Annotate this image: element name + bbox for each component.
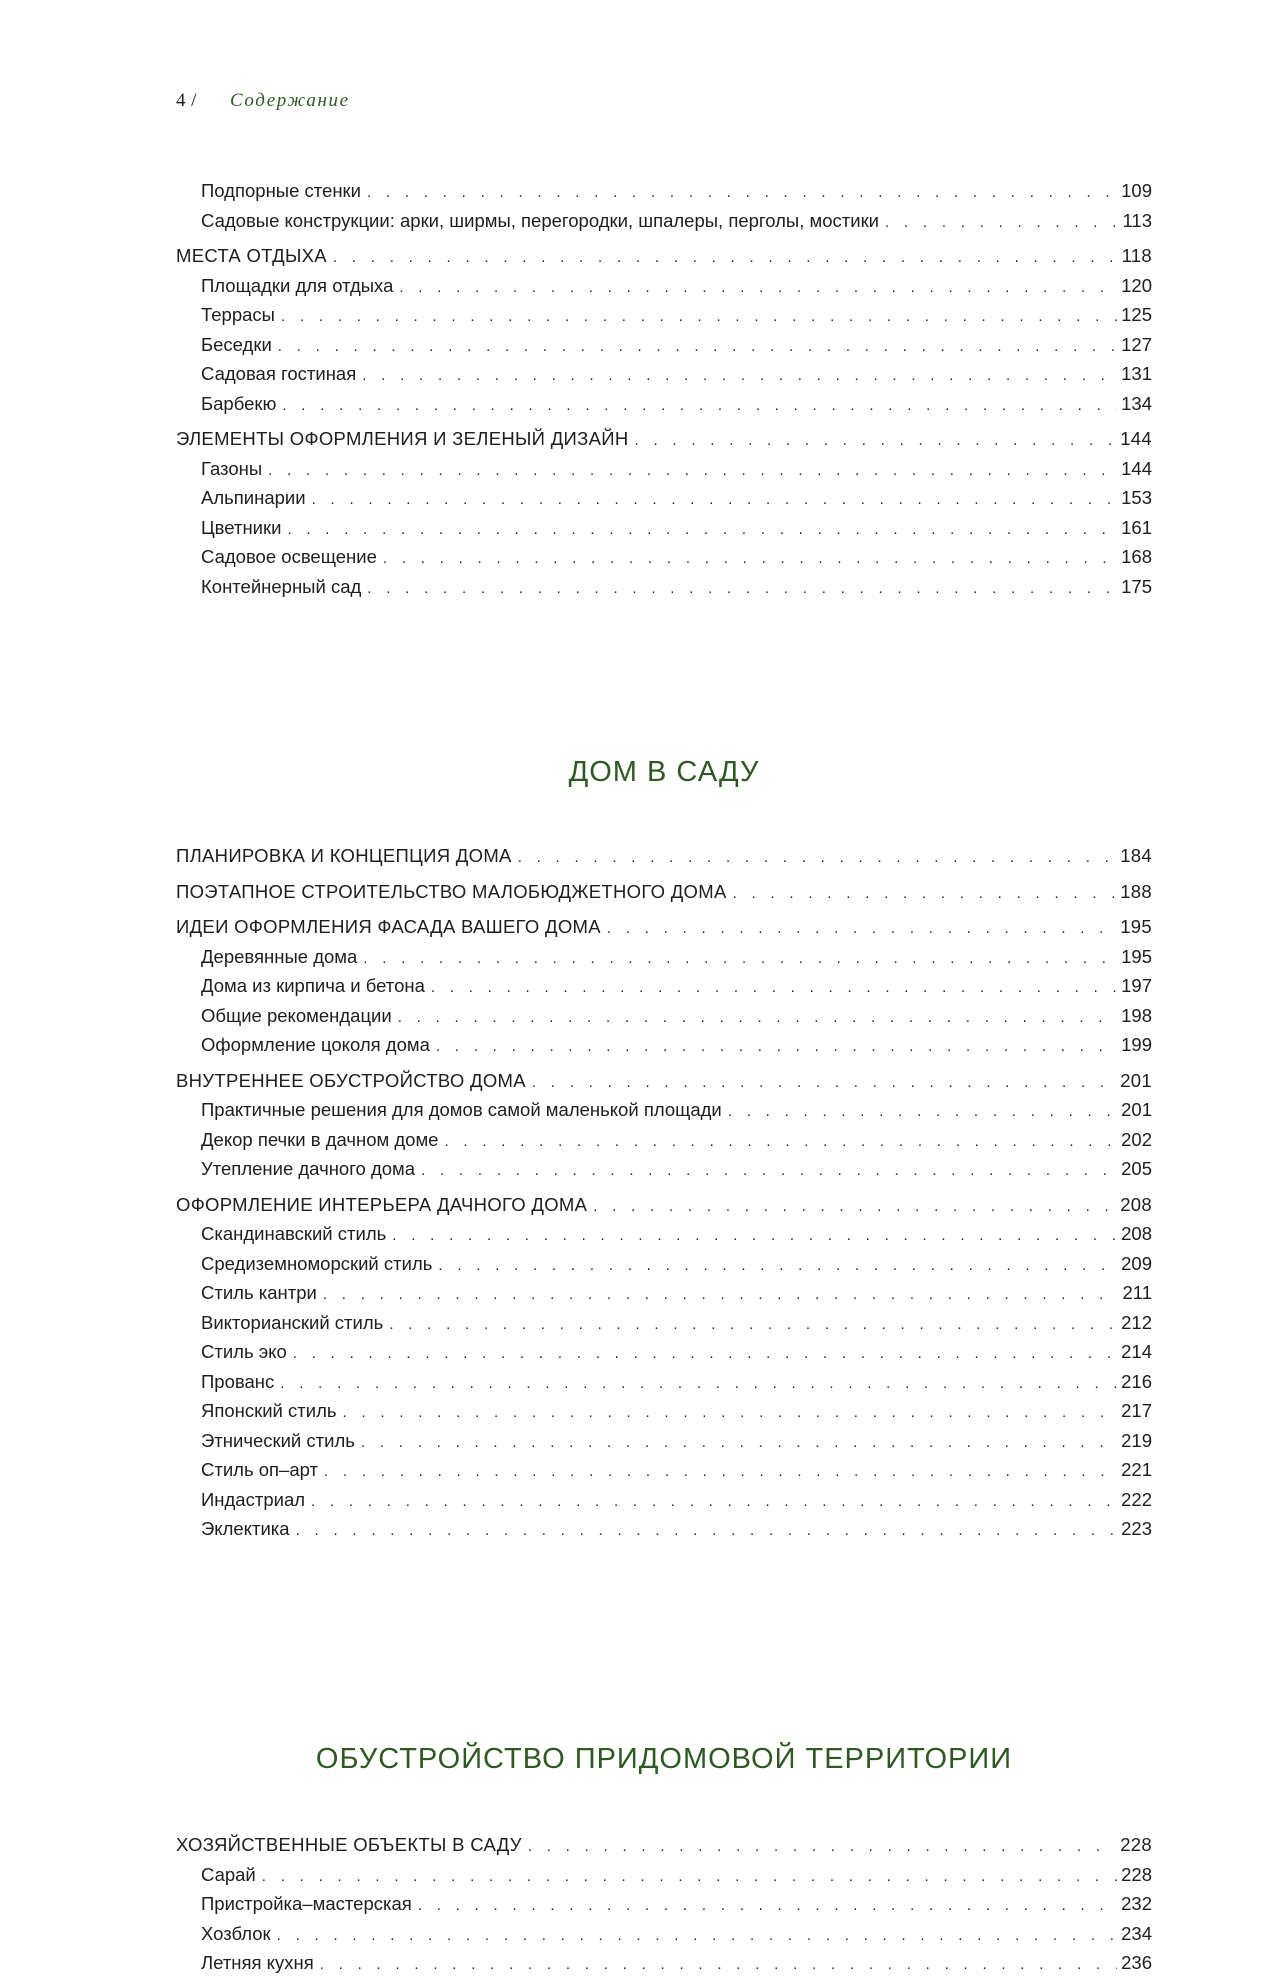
toc-entry-page: 216 <box>1121 1370 1152 1392</box>
dot-leader <box>392 1222 1117 1250</box>
toc-entry-title: Средиземноморский стиль <box>201 1252 433 1274</box>
dot-leader <box>343 1399 1118 1427</box>
dot-leader <box>728 1098 1117 1126</box>
toc-entry <box>176 301 1152 331</box>
dot-leader <box>436 1033 1117 1061</box>
dot-leader <box>296 1517 1118 1545</box>
toc-entry-title: Садовая гостиная <box>201 363 357 384</box>
dot-leader <box>438 1252 1117 1280</box>
toc-entry <box>176 1861 1152 1891</box>
toc-entry-page: 212 <box>1121 1311 1152 1333</box>
dot-leader <box>383 545 1117 573</box>
dot-leader <box>363 945 1117 973</box>
toc-entry-page: 223 <box>1121 1518 1152 1539</box>
dot-leader <box>367 575 1117 603</box>
dot-leader <box>518 844 1117 872</box>
toc-entry-page: 232 <box>1121 1893 1152 1914</box>
toc-entry-title: Стиль кантри <box>201 1282 317 1303</box>
toc-entry <box>176 1338 1152 1368</box>
toc-entry-page: 236 <box>1121 1952 1152 1973</box>
toc-entry-page: 202 <box>1121 1128 1152 1150</box>
toc-entry <box>176 331 1152 361</box>
toc-entry-page: 195 <box>1121 945 1152 967</box>
toc-entry-title: ЭЛЕМЕНТЫ ОФОРМЛЕНИЯ И ЗЕЛЕНЫЙ ДИЗАЙН <box>176 428 629 449</box>
toc-entry <box>176 543 1152 573</box>
toc-entry <box>176 272 1152 302</box>
dot-leader <box>635 427 1117 455</box>
toc-entry-title: Цветники <box>201 516 282 538</box>
dot-leader <box>262 1863 1117 1891</box>
toc-entry-title: Общие рекомендации <box>201 1004 392 1026</box>
toc-entry-page: 127 <box>1121 333 1152 355</box>
dot-leader <box>362 362 1117 390</box>
dot-leader <box>528 1833 1116 1861</box>
dot-leader <box>281 303 1117 331</box>
toc-entry <box>176 484 1152 514</box>
toc-entry <box>176 1949 1152 1979</box>
toc-chapter-entry <box>176 1191 1152 1221</box>
dot-leader <box>324 1458 1117 1486</box>
dot-leader <box>277 1922 1117 1950</box>
toc-entry-title: Утепление дачного дома <box>201 1158 416 1179</box>
toc-entry-title: МЕСТА ОТДЫХА <box>176 245 327 266</box>
toc-entry <box>176 514 1152 544</box>
dot-leader <box>287 516 1117 544</box>
dot-leader <box>593 1193 1116 1221</box>
toc-entry-title: Этнический стиль <box>201 1429 355 1451</box>
toc-entry-title: Площадки для отдыха <box>201 274 394 296</box>
toc-entry <box>176 972 1152 1002</box>
toc-entry-title: ОФОРМЛЕНИЕ ИНТЕРЬЕРА ДАЧНОГО ДОМА <box>176 1193 588 1215</box>
toc-entry <box>176 1427 1152 1457</box>
toc-entry-page: 198 <box>1121 1004 1152 1026</box>
toc-entry-title: Контейнерный сад <box>201 575 362 597</box>
toc-entry-page: 209 <box>1121 1252 1152 1274</box>
dot-leader <box>421 1157 1117 1185</box>
toc-entry <box>176 360 1152 390</box>
dot-leader <box>280 1370 1117 1398</box>
toc-entry-page: 214 <box>1121 1341 1152 1362</box>
toc-entry-page: 188 <box>1120 880 1152 902</box>
toc-entry <box>176 1096 1152 1126</box>
dot-leader <box>367 179 1117 207</box>
toc-entry <box>176 390 1152 420</box>
dot-leader <box>431 974 1117 1002</box>
toc-entry-title: ХОЗЯЙСТВЕННЫЕ ОБЪЕКТЫ В САДУ <box>176 1834 522 1855</box>
toc-entry-page: 168 <box>1121 546 1152 567</box>
toc-entry <box>176 1890 1152 1920</box>
toc-entry-title: Прованс <box>201 1370 275 1392</box>
toc-entry-page: 144 <box>1121 457 1152 479</box>
toc-entry-title: Альпинарии <box>201 487 306 508</box>
toc-entry-page: 201 <box>1121 1099 1152 1120</box>
running-title: Содержание <box>230 90 350 111</box>
toc-entry-title: Практичные решения для домов самой маленькой площади <box>201 1099 722 1120</box>
toc-entry-page: 221 <box>1121 1459 1152 1480</box>
dot-leader <box>733 880 1117 908</box>
toc-chapter-entry <box>176 1831 1152 1861</box>
toc-entry <box>176 1155 1152 1185</box>
toc-entry <box>176 1220 1152 1250</box>
section-title-territory: ОБУСТРОЙСТВО ПРИДОМОВОЙ ТЕРРИТОРИИ <box>315 1743 1013 1775</box>
toc-entry-title: Газоны <box>201 457 263 479</box>
toc-entry-title: Деревянные дома <box>201 945 358 967</box>
toc-entry <box>176 207 1152 237</box>
dot-leader <box>398 1004 1117 1032</box>
toc-block-1 <box>176 177 1152 602</box>
toc-entry-title: Оформление цоколя дома <box>201 1034 430 1055</box>
toc-entry-page: 109 <box>1121 180 1152 201</box>
toc-entry-page: 131 <box>1121 363 1152 384</box>
dot-leader <box>361 1429 1117 1457</box>
toc-entry-page: 161 <box>1121 516 1152 538</box>
toc-entry-page: 211 <box>1122 1282 1152 1303</box>
toc-entry <box>176 1279 1152 1309</box>
toc-entry <box>176 1486 1152 1516</box>
toc-entry-title: Беседки <box>201 333 272 355</box>
toc-entry <box>176 943 1152 973</box>
toc-entry-title: Садовое освещение <box>201 546 377 567</box>
toc-entry-page: 144 <box>1120 428 1152 449</box>
toc-entry-title: Барбекю <box>201 392 277 414</box>
toc-entry-title: Эклектика <box>201 1518 290 1539</box>
toc-chapter-entry <box>176 242 1152 272</box>
toc-entry-page: 113 <box>1122 209 1152 231</box>
toc-entry-page: 234 <box>1121 1922 1152 1944</box>
toc-chapter-entry <box>176 1067 1152 1097</box>
toc-entry-page: 217 <box>1121 1400 1152 1421</box>
toc-entry-title: Пристройка–мастерская <box>201 1893 412 1914</box>
dot-leader <box>282 392 1117 420</box>
dot-leader <box>320 1951 1117 1979</box>
toc-entry-page: 134 <box>1121 392 1152 414</box>
toc-entry-page: 205 <box>1121 1158 1152 1179</box>
toc-entry-title: Летняя кухня <box>201 1952 314 1973</box>
dot-leader <box>333 244 1118 272</box>
toc-entry-page: 195 <box>1120 916 1152 937</box>
dot-leader <box>323 1281 1119 1309</box>
toc-entry-page: 228 <box>1120 1834 1152 1855</box>
toc-entry-title: Скандинавский стиль <box>201 1223 387 1244</box>
toc-chapter-entry <box>176 878 1152 908</box>
toc-entry <box>176 1397 1152 1427</box>
toc-entry-title: ИДЕИ ОФОРМЛЕНИЯ ФАСАДА ВАШЕГО ДОМА <box>176 916 601 937</box>
toc-chapter-entry <box>176 425 1152 455</box>
toc-entry <box>176 1031 1152 1061</box>
running-head <box>176 90 350 112</box>
toc-entry-page: 120 <box>1121 274 1152 296</box>
toc-entry-title: Хозблок <box>201 1922 271 1944</box>
section-title-house: ДОМ В САДУ <box>568 756 760 788</box>
toc-entry-title: Сарай <box>201 1863 256 1885</box>
toc-entry-page: 208 <box>1120 1193 1152 1215</box>
toc-entry-page: 184 <box>1120 845 1152 866</box>
header-separator: / <box>191 90 198 111</box>
toc-entry <box>176 455 1152 485</box>
toc-entry <box>176 1368 1152 1398</box>
toc-entry-page: 219 <box>1121 1429 1152 1451</box>
dot-leader <box>312 486 1118 514</box>
toc-block-2 <box>176 842 1152 1545</box>
dot-leader <box>278 333 1117 361</box>
toc-entry <box>176 1002 1152 1032</box>
toc-entry <box>176 1309 1152 1339</box>
dot-leader <box>268 457 1117 485</box>
toc-entry-title: Индастриал <box>201 1488 306 1510</box>
toc-entry-title: Японский стиль <box>201 1400 337 1421</box>
dot-leader <box>311 1488 1117 1516</box>
toc-entry-page: 228 <box>1121 1863 1152 1885</box>
toc-entry-title: Стиль эко <box>201 1341 287 1362</box>
toc-entry-title: Террасы <box>201 304 275 325</box>
toc-entry-title: Викторианский стиль <box>201 1311 384 1333</box>
toc-entry-page: 222 <box>1121 1488 1152 1510</box>
dot-leader <box>293 1340 1117 1368</box>
toc-chapter-entry <box>176 913 1152 943</box>
toc-entry <box>176 1456 1152 1486</box>
toc-entry-page: 153 <box>1121 487 1152 508</box>
toc-entry-page: 118 <box>1121 245 1152 266</box>
toc-entry <box>176 1515 1152 1545</box>
toc-entry-title: ВНУТРЕННЕЕ ОБУСТРОЙСТВО ДОМА <box>176 1069 526 1091</box>
toc-entry <box>176 177 1152 207</box>
toc-entry-title: ПЛАНИРОВКА И КОНЦЕПЦИЯ ДОМА <box>176 845 512 866</box>
toc-entry-page: 208 <box>1121 1223 1152 1244</box>
dot-leader <box>607 915 1116 943</box>
toc-entry-page: 197 <box>1121 975 1152 996</box>
toc-entry-page: 201 <box>1120 1069 1152 1091</box>
dot-leader <box>418 1892 1117 1920</box>
toc-entry-title: Садовые конструкции: арки, ширмы, перегородки, шпалеры, перголы, мостики <box>201 209 880 231</box>
toc-entry <box>176 573 1152 603</box>
toc-entry <box>176 1250 1152 1280</box>
page-number: 4 <box>176 90 188 111</box>
toc-entry-title: Подпорные стенки <box>201 180 361 201</box>
dot-leader <box>532 1069 1116 1097</box>
toc-chapter-entry <box>176 842 1152 872</box>
toc-entry-title: Дома из кирпича и бетона <box>201 975 425 996</box>
toc-entry-title: Декор печки в дачном доме <box>201 1128 439 1150</box>
toc-entry-title: ПОЭТАПНОЕ СТРОИТЕЛЬСТВО МАЛОБЮДЖЕТНОГО ДОМА <box>176 880 727 902</box>
dot-leader <box>444 1128 1117 1156</box>
toc-entry-title: Стиль оп–арт <box>201 1459 318 1480</box>
dot-leader <box>389 1311 1117 1339</box>
toc-entry-page: 125 <box>1121 304 1152 325</box>
toc-entry-page: 175 <box>1121 575 1152 597</box>
dot-leader <box>885 209 1118 237</box>
toc-block-3 <box>176 1831 1152 1979</box>
dot-leader <box>399 274 1117 302</box>
toc-entry <box>176 1920 1152 1950</box>
toc-entry-page: 199 <box>1121 1034 1152 1055</box>
toc-entry <box>176 1126 1152 1156</box>
